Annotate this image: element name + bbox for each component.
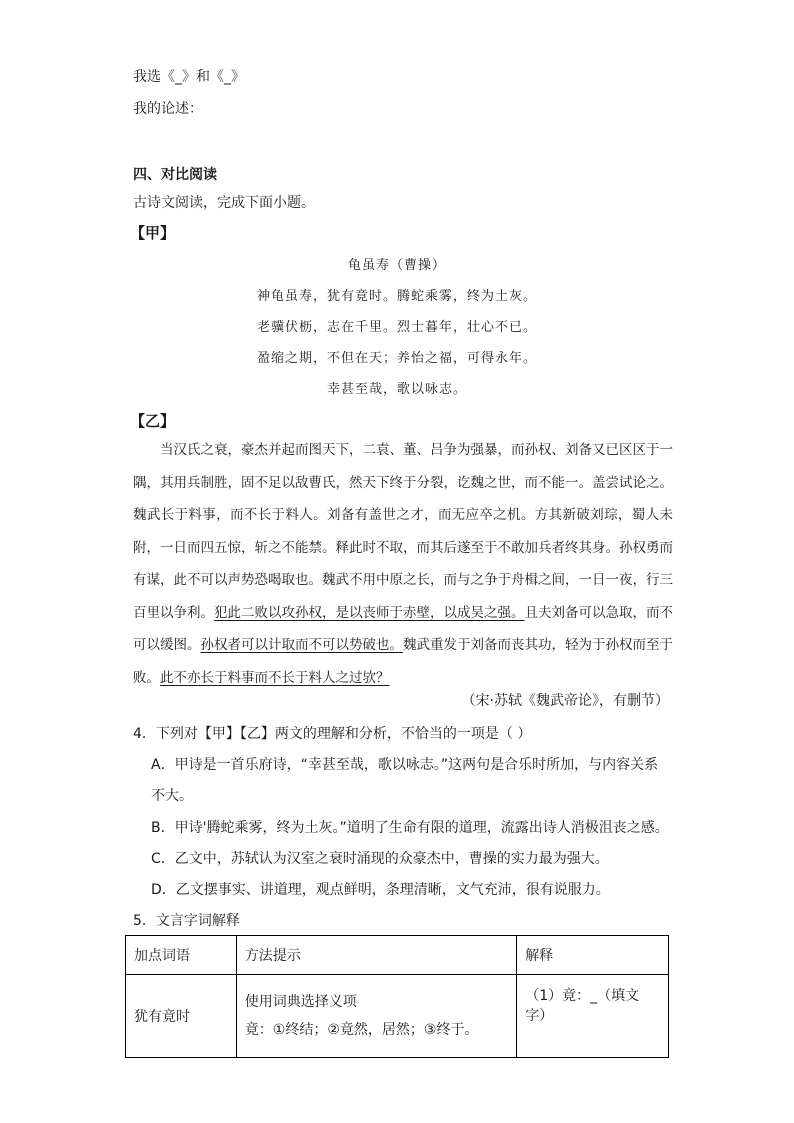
poem-title: 龟虽寿（曹操） bbox=[347, 258, 446, 273]
poem-line: 神龟虽寿，犹有竟时。腾蛇乘雾，终为土灰。 bbox=[256, 289, 537, 304]
option-d[interactable]: D．乙文摆事实、讲道理，观点鲜明，条理清晰，文气充沛，很有说服力。 bbox=[151, 882, 610, 898]
passage-text: 当汉氏之衰，豪杰并起而图天下，二袁、董、吕争为强暴，而孙权、刘备又已区区于一隅，其用兵制胜，固不足以敌曹氏，然天下终于分裂，讫魏之世，而不能一。盖尝试论之。魏武长于料事，而不长于料人。刘备有盖世之才，而无应卒之机。方其新破刘琮，蜀人未附，一日而四五惊，斩之不能禁。释此时不取，而其后遂至于不敢加兵者终其身。孙权勇而有谋，此不可以声势恐喝取也。魏武不用中原之长，而与之争于舟楫之间，一日一夜，行三百里以争利。 bbox=[133, 442, 673, 621]
table-header-cell: 解释 bbox=[517, 936, 669, 975]
table-row bbox=[126, 975, 669, 1058]
table-header-cell: 方法提示 bbox=[236, 936, 516, 975]
classical-passage bbox=[133, 434, 673, 694]
poem-line: 盈缩之期，不但在天；养怡之福，可得永年。 bbox=[256, 351, 537, 366]
section-heading: 四、对比阅读 bbox=[133, 167, 217, 183]
option-a-continued: 不大。 bbox=[151, 788, 193, 804]
passage-text: 魏武重发于刘备而丧其功，轻为于孙权而至于败。 bbox=[133, 637, 673, 686]
question-4-stem: 4．下列对【甲】【乙】两文的理解和分析，不恰当的一项是（ ） bbox=[133, 726, 532, 742]
underlined-sentence: 孙权者可以计取而不可以势破也。 bbox=[200, 637, 403, 653]
table-cell-method bbox=[236, 975, 516, 1058]
section-instruction: 古诗文阅读，完成下面小题。 bbox=[133, 195, 315, 211]
poem-line: 老骥伏枥，志在千里。烈士暮年，壮心不已。 bbox=[256, 320, 537, 335]
underlined-sentence: 犯此二败以攻孙权，是以丧师于赤壁，以成吴之强。 bbox=[214, 604, 525, 621]
word-explanation-table bbox=[125, 935, 669, 1058]
method-line: 竟：①终结；②竟然，居然；③终于。 bbox=[244, 1022, 479, 1038]
question-5-stem: 5．文言字词解释 bbox=[133, 913, 240, 929]
table-cell-word: 犹有竟时 bbox=[126, 975, 237, 1058]
option-b[interactable]: B．甲诗'腾蛇乘雾，终为土灰。”道明了生命有限的道理，流露出诗人消极沮丧之感。 bbox=[151, 820, 669, 836]
underlined-sentence: 此不亦长于料事而不长于料人之过欤？ bbox=[160, 669, 390, 686]
jia-marker: 【甲】 bbox=[130, 224, 176, 242]
option-a[interactable]: A．甲诗是一首乐府诗，“幸甚至哉，歌以咏志。”这两句是合乐时所加，与内容关系 bbox=[151, 757, 659, 773]
discussion-label: 我的论述： bbox=[133, 101, 203, 117]
passage-text: 且夫刘备可以急取，而不可以缓图。 bbox=[133, 604, 673, 653]
table-header-cell: 加点词语 bbox=[126, 936, 237, 975]
option-c[interactable]: C．乙文中，苏轼认为汉室之衰时涌现的众豪杰中，曹操的实力最为强大。 bbox=[151, 851, 609, 867]
choose-line: 我选《_》和《_》 bbox=[133, 69, 245, 85]
yi-marker: 【乙】 bbox=[130, 412, 176, 430]
passage-source: （宋·苏轼《魏武帝论》，有删节） bbox=[461, 693, 669, 709]
table-header-row bbox=[126, 936, 669, 975]
method-line: 使用词典选择义项 bbox=[244, 994, 357, 1010]
table-cell-answer[interactable]: （1）竟：_（填文字） bbox=[517, 975, 669, 1058]
poem-line: 幸甚至哉，歌以咏志。 bbox=[326, 382, 467, 397]
